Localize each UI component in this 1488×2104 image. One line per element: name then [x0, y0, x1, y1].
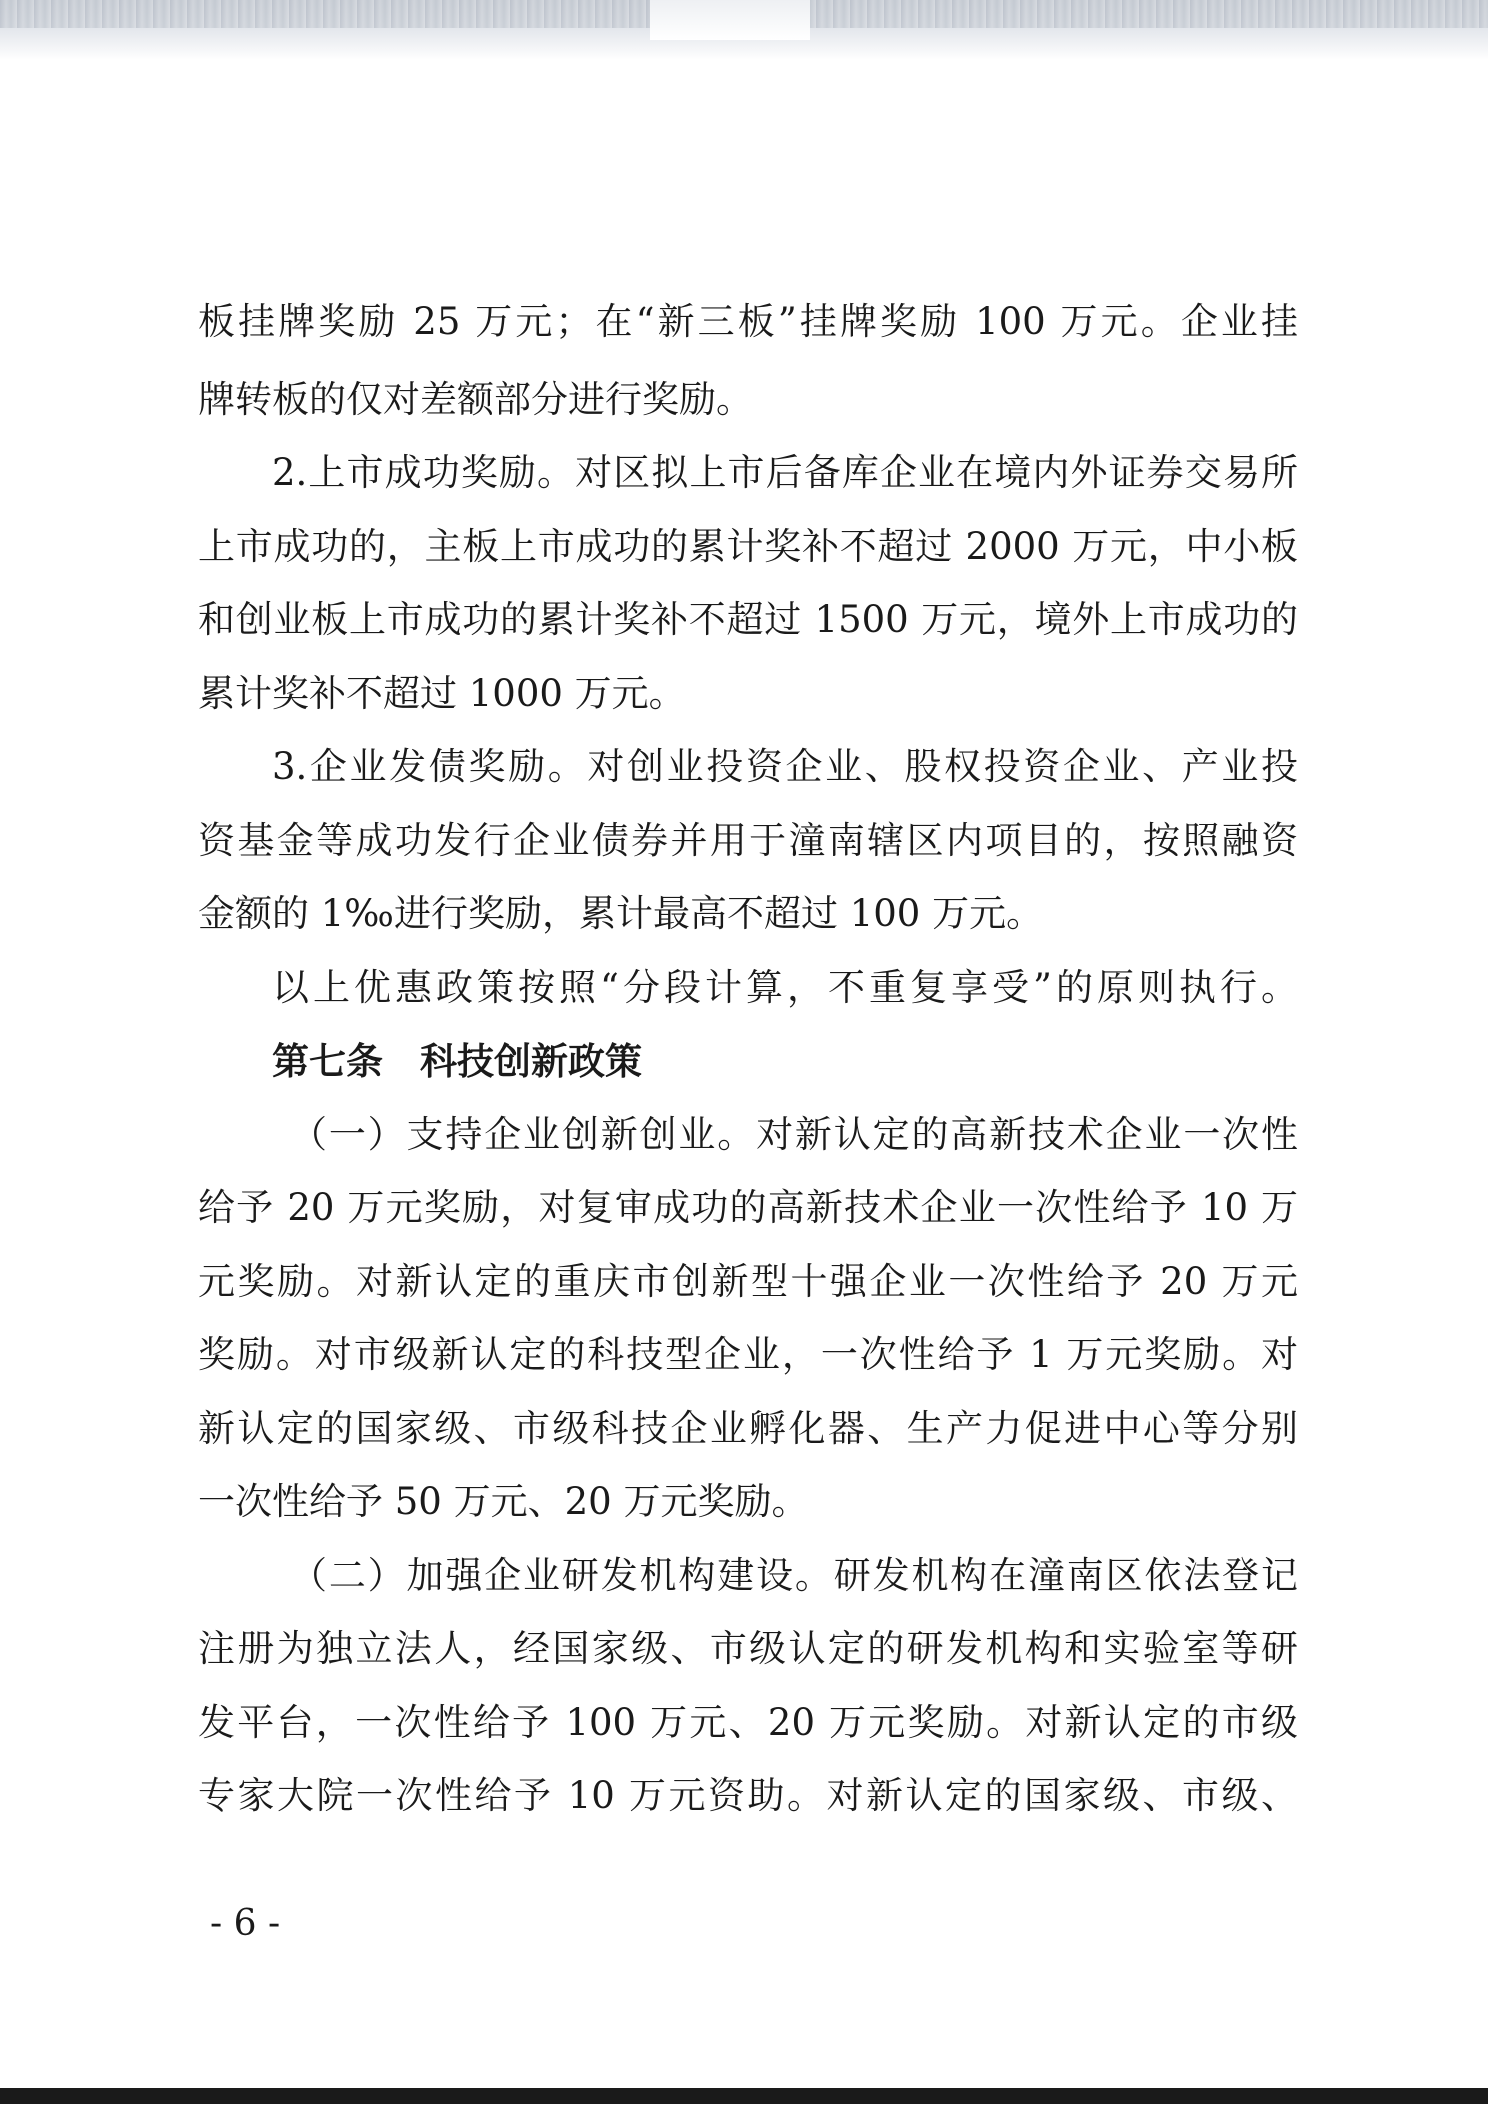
text-line: 上市成功的，主板上市成功的累计奖补不超过 2000 万元，中小板 — [198, 525, 1298, 568]
text-line: 板挂牌奖励 25 万元；在“新三板”挂牌奖励 100 万元。企业挂 — [198, 300, 1298, 343]
text-line: 2.上市成功奖励。对区拟上市后备库企业在境内外证券交易所 — [272, 451, 1298, 494]
text-line: 新认定的国家级、市级科技企业孵化器、生产力促进中心等分别 — [198, 1407, 1298, 1450]
text-line: 发平台，一次性给予 100 万元、20 万元奖励。对新认定的市级 — [198, 1701, 1298, 1744]
text-line: 专家大院一次性给予 10 万元资助。对新认定的国家级、市级、 — [198, 1774, 1298, 1817]
text-line: （二）加强企业研发机构建设。研发机构在潼南区依法登记 — [290, 1554, 1298, 1597]
text-line: 元奖励。对新认定的重庆市创新型十强企业一次性给予 20 万元 — [198, 1260, 1298, 1303]
section-heading: 第七条 科技创新政策 — [272, 1039, 642, 1083]
text-line: 牌转板的仅对差额部分进行奖励。 — [198, 378, 753, 421]
text-line: 注册为独立法人，经国家级、市级认定的研发机构和实验室等研 — [198, 1627, 1298, 1670]
text-line: 一次性给予 50 万元、20 万元奖励。 — [198, 1480, 809, 1523]
text-line: 累计奖补不超过 1000 万元。 — [198, 672, 686, 715]
text-line: 资基金等成功发行企业债券并用于潼南辖区内项目的，按照融资 — [198, 819, 1298, 862]
text-line: 和创业板上市成功的累计奖补不超过 1500 万元，境外上市成功的 — [198, 598, 1298, 641]
text-line: 奖励。对市级新认定的科技型企业，一次性给予 1 万元奖励。对 — [198, 1333, 1298, 1376]
page-number: - 6 - — [210, 1903, 281, 1944]
text-line: （一）支持企业创新创业。对新认定的高新技术企业一次性 — [290, 1113, 1298, 1156]
text-line: 金额的 1‰进行奖励，累计最高不超过 100 万元。 — [198, 892, 1044, 935]
text-line: 以上优惠政策按照“分段计算，不重复享受”的原则执行。 — [272, 966, 1298, 1009]
text-line: 3.企业发债奖励。对创业投资企业、股权投资企业、产业投 — [272, 745, 1298, 788]
scan-bottom-edge — [0, 2088, 1488, 2104]
text-line: 给予 20 万元奖励，对复审成功的高新技术企业一次性给予 10 万 — [198, 1186, 1298, 1229]
